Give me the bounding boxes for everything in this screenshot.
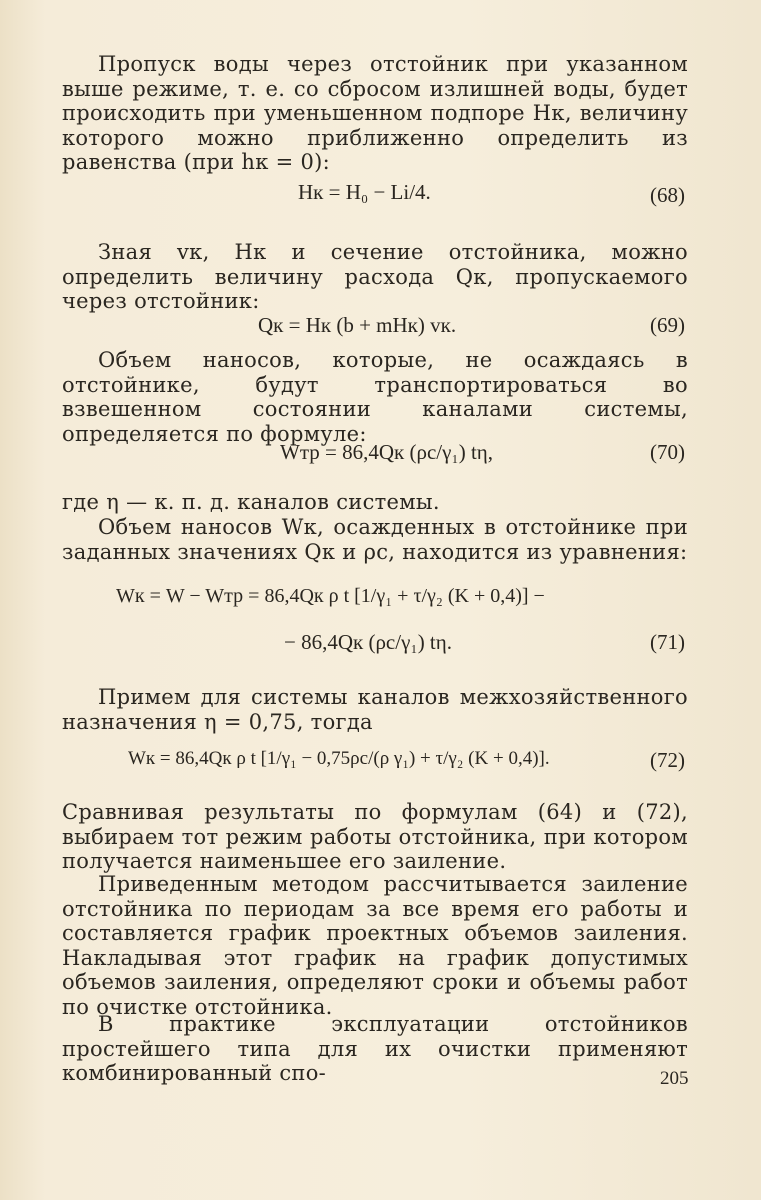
paragraph-4: где η — к. п. д. каналов системы.: [62, 490, 440, 514]
paragraph-6: Примем для системы каналов межхозяйственного назначения η = 0,75, тогда: [62, 685, 688, 734]
paragraph-9: В практике эксплуатации отстойников простейшего типа для их очистки применяют комбинированный спо-: [62, 1012, 688, 1085]
paragraph-2: Зная vк, Hк и сечение отстойника, можно определить величину расхода Qк, пропускаемого через отстойник:: [62, 240, 688, 313]
paragraph-7: Сравнивая результаты по формулам (64) и (72), выбираем тот режим работы отстойника, при котором получается наименьшее его заиление.: [62, 800, 688, 873]
paragraph-5: Объем наносов Wк, осажденных в отстойнике при заданных значениях Qк и ρс, находится из уравнения:: [62, 515, 688, 564]
equation-68: Hк = H₀ − Li/4.: [298, 180, 431, 204]
paragraph-3: Объем наносов, которые, не осаждаясь в отстойнике, будут транспортироваться во взвешенном состоянии каналами системы, определяется по формуле:: [62, 348, 688, 446]
equation-71-number: (71): [650, 630, 685, 654]
equation-68-number: (68): [650, 183, 685, 207]
equation-72-number: (72): [650, 748, 685, 772]
equation-72: Wк = 86,4Qк ρ t [1/γ₁ − 0,75ρс/(ρ γ₁) + τ/γ₂ (K + 0,4)].: [128, 748, 550, 769]
page-number: 205: [660, 1068, 689, 1089]
paragraph-8: Приведенным методом рассчитывается заиление отстойника по периодам за все время его работы и составляется график проектных объемов заиления. Накладывая этот график на график допустимых объемов заиления, определяют сроки и объемы работ по очистке отстойника.: [62, 872, 688, 1019]
equation-69-number: (69): [650, 313, 685, 337]
paragraph-1: Пропуск воды через отстойник при указанном выше режиме, т. е. со сбросом излишней воды, будет происходить при уменьшенном подпоре Hк, величину которого можно приближенно определить из равенства (при hк = 0):: [62, 52, 688, 174]
equation-69: Qк = Hк (b + mHк) vк.: [258, 313, 457, 337]
equation-70-number: (70): [650, 440, 685, 464]
equation-71-line-1: Wк = W − Wтр = 86,4Qк ρ t [1/γ₁ + τ/γ₂ (K + 0,4)] −: [116, 585, 545, 607]
equation-70: Wтр = 86,4Qк (ρс/γ₁) tη,: [280, 440, 494, 464]
equation-71-line-2: − 86,4Qк (ρс/γ₁) tη.: [284, 630, 452, 654]
